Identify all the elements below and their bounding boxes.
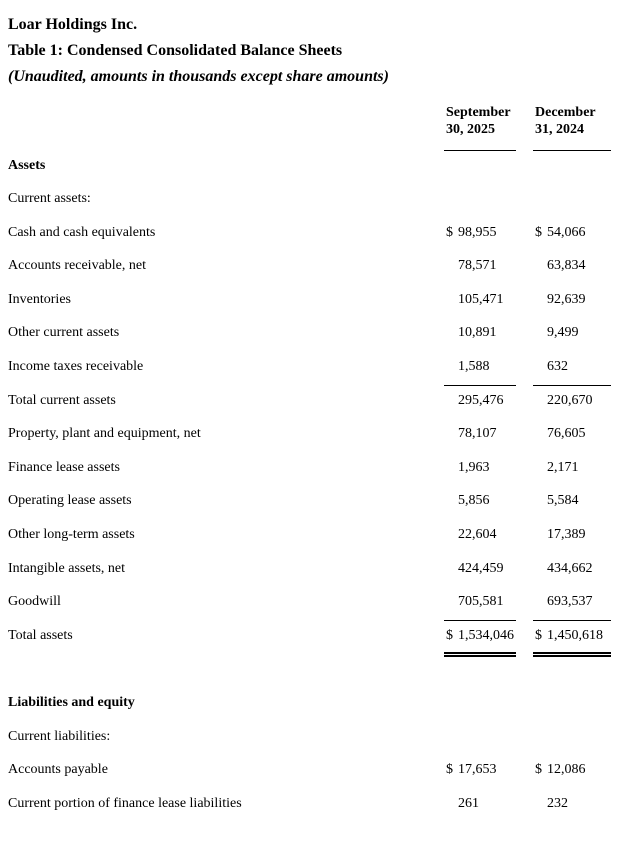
table-row (8, 453, 611, 487)
amount-cell (533, 554, 611, 588)
row-label: Goodwill (8, 594, 61, 610)
amount-value: 17,389 (547, 527, 586, 543)
amount-cell (444, 789, 516, 823)
table-row (8, 621, 611, 655)
table-row (8, 722, 611, 756)
table-row (8, 789, 611, 823)
currency-symbol: $ (446, 762, 453, 778)
row-label: Liabilities and equity (8, 695, 135, 710)
amount-cell (533, 318, 611, 352)
column-gap (516, 486, 533, 520)
spacer-row (8, 654, 611, 688)
amount-cell (533, 621, 611, 655)
column-header-line: 30, 2025 (446, 122, 495, 137)
amount-value: 1,963 (458, 459, 490, 475)
column-gap (516, 654, 533, 688)
amount-value: 693,537 (547, 594, 593, 610)
amount-cell (444, 352, 516, 386)
row-label: Total current assets (8, 392, 116, 408)
table-row (8, 285, 611, 319)
column-gap (516, 755, 533, 789)
table-row (8, 352, 611, 386)
table-row (8, 520, 611, 554)
amount-cell (533, 419, 611, 453)
amount-cell (444, 722, 516, 756)
row-label: Accounts payable (8, 762, 108, 778)
column-gap (516, 251, 533, 285)
amount-cell (444, 218, 516, 252)
column-gap (516, 419, 533, 453)
column-header-row (8, 90, 611, 151)
amount-cell (444, 151, 516, 185)
column-gap (516, 789, 533, 823)
amount-value: 78,107 (458, 426, 497, 442)
amount-cell (533, 285, 611, 319)
amount-cell (444, 554, 516, 588)
amount-value: 434,662 (547, 560, 593, 576)
column-gap (516, 386, 533, 420)
column-header-line: December (535, 105, 596, 120)
amount-cell (444, 285, 516, 319)
column-gap (516, 184, 533, 218)
amount-value: 105,471 (458, 291, 504, 307)
table-row (8, 486, 611, 520)
amount-cell (444, 755, 516, 789)
row-label (8, 654, 444, 688)
row-label: Other long-term assets (8, 527, 135, 543)
currency-symbol: $ (446, 224, 453, 240)
column-gap (516, 587, 533, 621)
amount-value: 261 (458, 795, 479, 811)
amount-cell (533, 151, 611, 185)
label-column-header (8, 90, 444, 151)
amount-cell (533, 486, 611, 520)
row-label: Cash and cash equivalents (8, 224, 156, 240)
document-header (8, 12, 611, 90)
amount-cell (533, 218, 611, 252)
amount-value: 632 (547, 359, 568, 375)
amount-value: 1,588 (458, 359, 490, 375)
amount-cell (444, 688, 516, 722)
amount-cell (533, 520, 611, 554)
amount-cell (533, 654, 611, 688)
currency-symbol: $ (535, 762, 542, 778)
amount-cell (533, 184, 611, 218)
column-gap (516, 352, 533, 386)
amount-value: 12,086 (547, 762, 586, 778)
table-row (8, 218, 611, 252)
amount-cell (444, 318, 516, 352)
column-gap (516, 285, 533, 319)
amount-value: 1,534,046 (458, 628, 514, 644)
currency-symbol: $ (535, 628, 542, 644)
amount-cell (444, 621, 516, 655)
balance-sheet-table (8, 90, 611, 822)
amount-cell (444, 520, 516, 554)
amount-value: 10,891 (458, 325, 497, 341)
column-header-line: September (446, 105, 511, 120)
currency-symbol: $ (535, 224, 542, 240)
amount-cell (444, 184, 516, 218)
row-label: Accounts receivable, net (8, 258, 146, 274)
amount-value: 9,499 (547, 325, 579, 341)
amount-cell (533, 789, 611, 823)
amount-cell (444, 587, 516, 621)
row-label: Intangible assets, net (8, 560, 126, 576)
amount-cell (444, 419, 516, 453)
amount-value: 22,604 (458, 527, 497, 543)
amount-value: 5,856 (458, 493, 490, 509)
currency-symbol: $ (446, 628, 453, 644)
table-row (8, 386, 611, 420)
amount-cell (533, 453, 611, 487)
table-header (8, 90, 611, 151)
column-header-december-31-2024 (533, 90, 611, 151)
amount-cell (533, 688, 611, 722)
column-gap (516, 151, 533, 185)
table-row (8, 151, 611, 185)
amount-value: 54,066 (547, 224, 586, 240)
amount-value: 220,670 (547, 393, 593, 409)
amount-value: 424,459 (458, 560, 504, 576)
table-title: Table 1: Condensed Consolidated Balance Sheets (8, 42, 343, 59)
row-label: Income taxes receivable (8, 359, 144, 375)
row-label: Operating lease assets (8, 493, 132, 509)
amount-cell (444, 453, 516, 487)
row-label: Current assets: (8, 191, 91, 207)
column-gap (516, 90, 533, 151)
amount-cell (533, 386, 611, 420)
row-label: Current portion of finance lease liabilities (8, 795, 242, 811)
column-header-line: 31, 2024 (535, 122, 584, 137)
row-label: Total assets (8, 627, 73, 643)
amount-cell (444, 654, 516, 688)
table-row (8, 184, 611, 218)
row-label: Finance lease assets (8, 459, 120, 475)
amount-value: 76,605 (547, 426, 586, 442)
amount-value: 1,450,618 (547, 628, 603, 644)
amount-value: 92,639 (547, 291, 586, 307)
table-row (8, 318, 611, 352)
amount-value: 98,955 (458, 224, 497, 240)
column-gap (516, 453, 533, 487)
amount-cell (533, 722, 611, 756)
amount-cell (444, 486, 516, 520)
amount-value: 63,834 (547, 258, 586, 274)
column-gap (516, 520, 533, 554)
column-gap (516, 318, 533, 352)
table-row (8, 755, 611, 789)
amount-value: 295,476 (458, 393, 504, 409)
unaudited-note: (Unaudited, amounts in thousands except share amounts) (8, 68, 389, 85)
column-gap (516, 218, 533, 252)
amount-cell (533, 352, 611, 386)
amount-cell (444, 386, 516, 420)
table-row (8, 419, 611, 453)
amount-value: 2,171 (547, 459, 579, 475)
amount-value: 17,653 (458, 762, 497, 778)
amount-value: 78,571 (458, 258, 497, 274)
column-gap (516, 554, 533, 588)
company-name: Loar Holdings Inc. (8, 16, 138, 33)
column-gap (516, 621, 533, 655)
row-label: Other current assets (8, 325, 120, 341)
table-row (8, 251, 611, 285)
table-row (8, 554, 611, 588)
row-label: Inventories (8, 291, 71, 307)
column-gap (516, 722, 533, 756)
column-gap (516, 688, 533, 722)
amount-cell (533, 587, 611, 621)
amount-value: 232 (547, 795, 568, 811)
table-row (8, 688, 611, 722)
amount-value: 705,581 (458, 594, 504, 610)
column-header-september-30-2025 (444, 90, 516, 151)
amount-cell (444, 251, 516, 285)
row-label: Current liabilities: (8, 728, 111, 744)
row-label: Property, plant and equipment, net (8, 426, 201, 442)
amount-cell (533, 755, 611, 789)
row-label: Assets (8, 157, 46, 173)
amount-cell (533, 251, 611, 285)
table-row (8, 587, 611, 621)
amount-value: 5,584 (547, 493, 579, 509)
table-body (8, 151, 611, 823)
